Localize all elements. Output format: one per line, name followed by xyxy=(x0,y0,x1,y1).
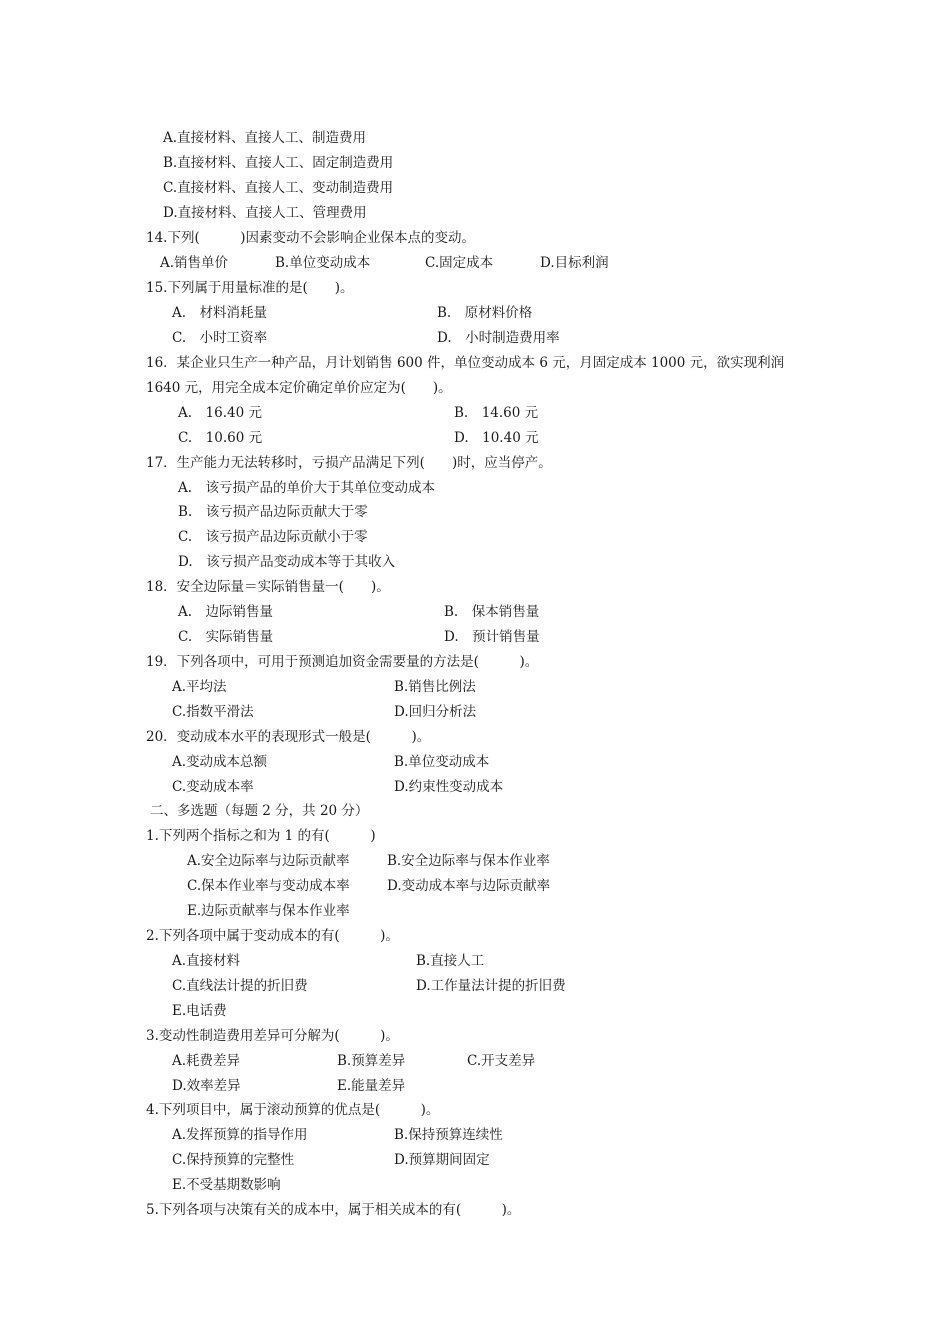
option-m1-e: E.边际贡献率与保本作业率 xyxy=(187,903,350,919)
option-m1-d: D.变动成本率与边际贡献率 xyxy=(387,878,551,894)
question-m1: 1.下列两个指标之和为 1 的有( ) xyxy=(146,828,376,844)
option-q17-d: D. 该亏损产品变动成本等于其收入 xyxy=(178,554,396,570)
option-m4-b: B.保持预算连续性 xyxy=(394,1127,503,1143)
question-q20: 20．变动成本水平的表现形式一般是( )。 xyxy=(146,729,431,745)
option-q17-b: B. 该亏损产品边际贡献大于零 xyxy=(178,504,368,520)
question-q18: 18．安全边际量＝实际销售量一( )。 xyxy=(146,579,390,595)
option-q18-a: A. 边际销售量 xyxy=(178,604,274,620)
option-q20-b: B.单位变动成本 xyxy=(394,754,490,770)
option-q18-c: C. 实际销售量 xyxy=(178,629,274,645)
option-q16-d: D. 10.40 元 xyxy=(454,430,539,446)
option-q16-c: C. 10.60 元 xyxy=(178,430,263,446)
option-q16-l2: 1640 元，用完全成本定价确定单价应定为( )。 xyxy=(146,380,452,396)
option-m2-b: B.直接人工 xyxy=(416,953,485,969)
option-q13-a: A.直接材料、直接人工、制造费用 xyxy=(163,130,367,146)
option-q19-c: C.指数平滑法 xyxy=(172,704,254,720)
question-q14: 14.下列( )因素变动不会影响企业保本点的变动。 xyxy=(146,230,476,246)
option-q16-b: B. 14.60 元 xyxy=(454,405,539,421)
option-m3-b: B.预算差异 xyxy=(337,1053,406,1069)
option-q15-a: A. 材料消耗量 xyxy=(172,305,268,321)
option-q20-d: D.约束性变动成本 xyxy=(394,779,504,795)
question-m2: 2.下列各项中属于变动成本的有( )。 xyxy=(146,928,399,944)
question-q19: 19．下列各项中，可用于预测追加资金需要量的方法是( )。 xyxy=(146,654,539,670)
option-q18-d: D. 预计销售量 xyxy=(444,629,540,645)
option-m2-e: E.电话费 xyxy=(172,1003,227,1019)
option-m3-e: E.能量差异 xyxy=(337,1078,406,1094)
option-q19-d: D.回归分析法 xyxy=(394,704,477,720)
question-m5: 5.下列各项与决策有关的成本中，属于相关成本的有( )。 xyxy=(146,1202,521,1218)
question-q17: 17．生产能力无法转移时，亏损产品满足下列( )时，应当停产。 xyxy=(146,455,552,471)
option-m4-a: A.发挥预算的指导作用 xyxy=(172,1127,308,1143)
option-q19-a: A.平均法 xyxy=(172,679,227,695)
option-m2-a: A.直接材料 xyxy=(172,953,241,969)
option-q16-a: A. 16.40 元 xyxy=(178,405,262,421)
question-m4: 4.下列项目中，属于滚动预算的优点是( )。 xyxy=(146,1102,440,1118)
option-q17-c: C. 该亏损产品边际贡献小于零 xyxy=(178,529,368,545)
option-m1-c: C.保本作业率与变动成本率 xyxy=(187,878,350,894)
option-q15-b: B. 原材料价格 xyxy=(437,305,533,321)
option-m3-c: C.开支差异 xyxy=(467,1053,536,1069)
option-m2-c: C.直线法计提的折旧费 xyxy=(172,978,308,994)
option-m4-d: D.预算期间固定 xyxy=(394,1152,490,1168)
option-m2-d: D.工作量法计提的折旧费 xyxy=(416,978,566,994)
option-m3-d: D.效率差异 xyxy=(172,1078,241,1094)
option-q13-b: B.直接材料、直接人工、固定制造费用 xyxy=(163,155,394,171)
option-m1-a: A.安全边际率与边际贡献率 xyxy=(187,853,350,869)
option-q17-a: A. 该亏损产品的单价大于其单位变动成本 xyxy=(178,480,436,496)
question-section2: 二、多选题（每题 2 分，共 20 分） xyxy=(150,803,369,819)
option-q18-b: B. 保本销售量 xyxy=(444,604,540,620)
option-q19-b: B.销售比例法 xyxy=(394,679,476,695)
option-q15-d: D. 小时制造费用率 xyxy=(437,330,560,346)
question-q15: 15.下列属于用量标准的是( )。 xyxy=(146,280,354,296)
option-m4-e: E.不受基期数影响 xyxy=(172,1177,281,1193)
option-q13-c: C.直接材料、直接人工、变动制造费用 xyxy=(163,180,394,196)
option-q20-c: C.变动成本率 xyxy=(172,779,254,795)
option-m3-a: A.耗费差异 xyxy=(172,1053,241,1069)
option-q16-l1: 16．某企业只生产一种产品，月计划销售 600 件，单位变动成本 6 元，月固定成本 1000 元，欲实现利润 xyxy=(146,355,785,371)
option-q20-a: A.变动成本总额 xyxy=(172,754,268,770)
option-q13-d: D.直接材料、直接人工、管理费用 xyxy=(163,205,367,221)
option-m4-c: C.保持预算的完整性 xyxy=(172,1152,295,1168)
option-q14-d: D.目标利润 xyxy=(540,255,609,271)
option-q14-b: B.单位变动成本 xyxy=(275,255,371,271)
option-m1-b: B.安全边际率与保本作业率 xyxy=(387,853,550,869)
option-q14-c: C.固定成本 xyxy=(425,255,494,271)
option-q15-c: C. 小时工资率 xyxy=(172,330,268,346)
option-q14-a: A.销售单价 xyxy=(160,255,229,271)
question-m3: 3.变动性制造费用差异可分解为( )。 xyxy=(146,1028,399,1044)
